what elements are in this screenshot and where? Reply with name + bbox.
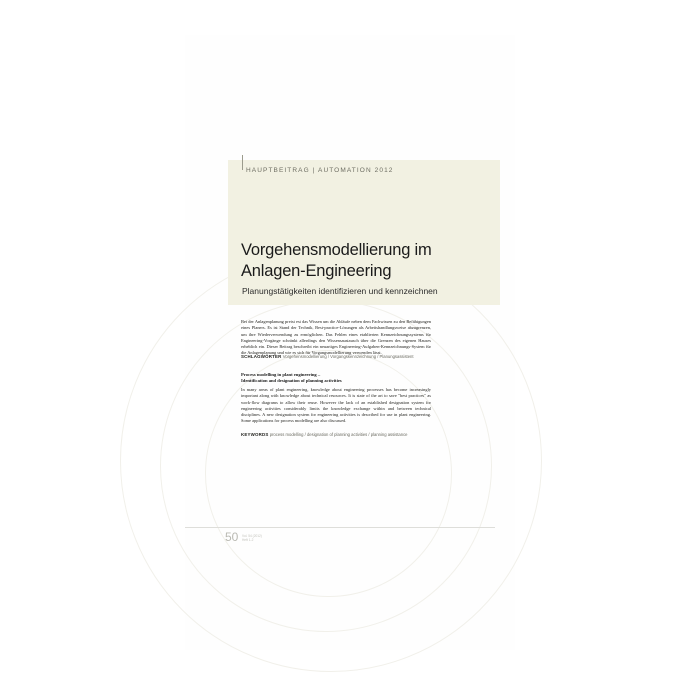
header-band [228,160,500,305]
page-title-line-1: Vorgehensmodellierung im [241,241,432,259]
footer-divider [185,527,495,528]
running-head-tick [242,155,243,170]
page-number: 50 [225,530,239,544]
running-head: HAUPTBEITRAG | AUTOMATION 2012 [246,167,394,174]
folio-meta-line-1: Vol. 54 (2012) [242,534,262,538]
keywords-english-label: KEYWORDS [241,432,269,437]
abstract-german: Bei der Anlagenplanung preist est das Wissen um die Abläufe neben dem Fachwissen zu den Befähigungen eines Planers. Es ist Stand der Technik, Best-practice-Lösungen als Arbeitshandlungsweise abzugrenzen, um ihre Wiederverwendung zu ermöglichen. Das Fehlen eines etablierten Kennzeichnungssystems für Engineering-Vorgänge schränkt allerdings den Wissensaustausch über die Grenzen des eigenen Hauses erheblich ein. Dieser Beitrag beschreibt ein neuartiges Engineering-Aufgaben-Kennzeichnungs-System für die Anlagenplanung und wie es sich für Vorgangsmodellierung verwenden lässt. [241,319,431,356]
abstract-english: In many areas of plant engineering, knowledge about engineering processes has become increasingly important along with knowledge about technical resources. It is state of the art to save "best practices" as work-flow diagrams to allow their reuse. However the lack of an established designation system for engineering activities considerably limits the knowledge exchange within and between technical disciplines. A new designation system for engineering activities is described for use in plant engineering. Some applications for process modelling are also discussed. [241,387,431,424]
keywords-english [241,432,446,438]
page-subtitle: Planungstätigkeiten identifizieren und kennzeichnen [242,286,438,296]
folio-meta-line-2: Heft 1-2 [242,538,254,543]
abstract-english-heading-line-2: Identification and designation of planning activities [241,378,342,384]
keywords-german [241,354,441,360]
keywords-german-values: Vorgehensmodellierung / Vorgangskennzeichnung / Planungsassistent [282,354,414,359]
abstract-english-heading [241,372,441,385]
abstract-english-heading-line-1: Process modelling in plant engineering – [241,372,321,377]
page-title [241,240,491,282]
page-title-line-2: Anlagen-Engineering [241,262,392,280]
folio [225,530,265,552]
keywords-english-values: process modelling / designation of planning activities / planning assistance [269,432,408,437]
folio-meta [242,534,262,542]
keywords-german-label: SCHLAGWÖRTER [241,354,282,359]
